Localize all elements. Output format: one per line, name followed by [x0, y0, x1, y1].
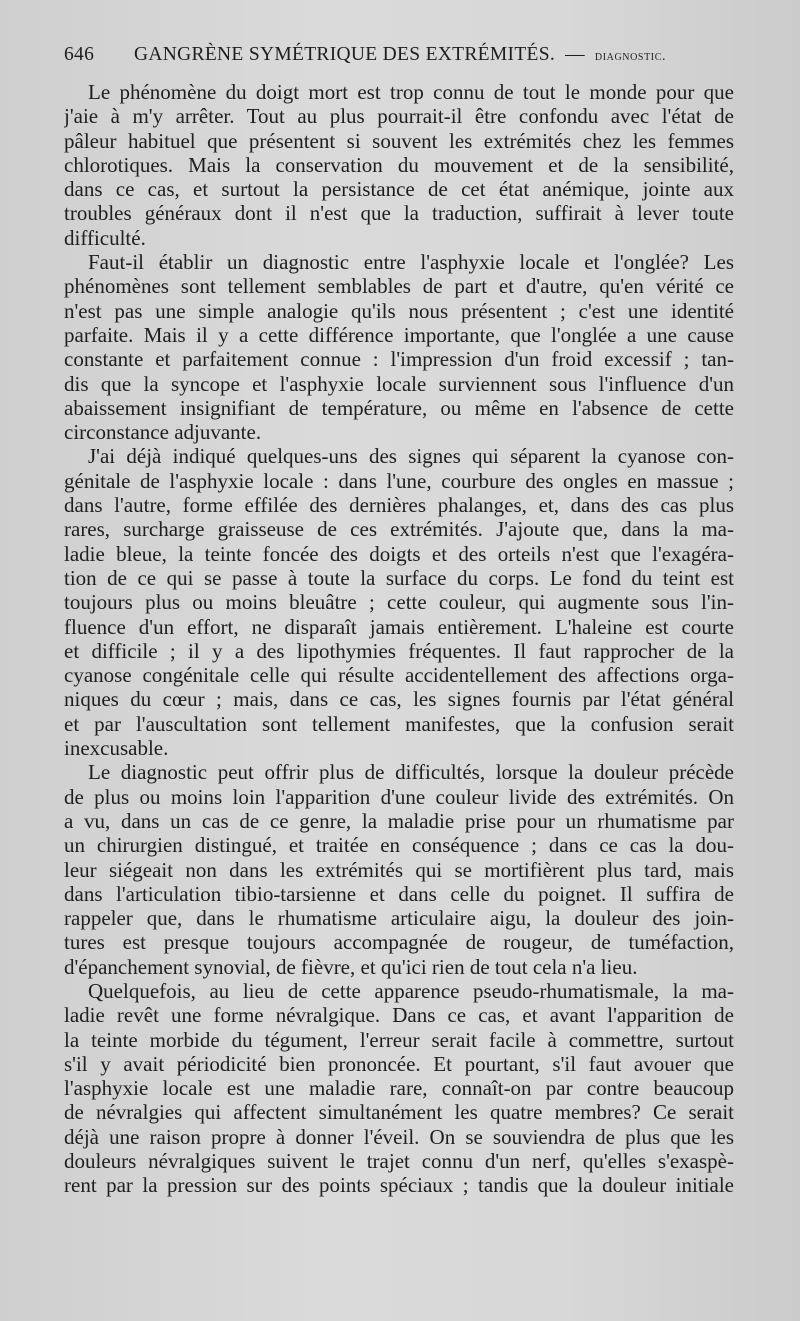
text-line: leur siégeait non dans les extrémités qui se mortifièrent plus tard, mais: [64, 857, 734, 882]
text-line: chlorotiques. Mais la conservation du mouvement et de la sensibilité,: [64, 152, 734, 177]
text-line: tures est presque toujours accompagnée de rougeur, de tuméfaction,: [64, 930, 734, 955]
paragraph: [64, 250, 734, 444]
text-line: phénomènes sont tellement semblables de part et d'autre, qu'en vérité ce: [64, 274, 734, 299]
text-line: de névralgies qui affectent simultanément les quatre membres? Ce serait: [64, 1100, 734, 1125]
text-line: Quelquefois, au lieu de cette apparence pseudo-rhumatismale, la ma-: [88, 978, 734, 1003]
text-line: déjà une raison propre à donner l'éveil. On se souviendra de plus que les: [64, 1124, 734, 1149]
text-line: rent par la pression sur des points spéciaux ; tandis que la douleur initiale: [64, 1173, 734, 1198]
text-line: de plus ou moins loin l'apparition d'une couleur livide des extrémités. On: [64, 784, 734, 809]
text-line: et difficile ; il y a des lipothymies fréquentes. Il faut rapprocher de la: [64, 638, 734, 663]
text-line: dans l'articulation tibio-tarsienne et dans celle du poignet. Il suffira de: [64, 881, 734, 906]
text-line: s'il y avait périodicité bien prononcée. Et pourtant, s'il faut avouer que: [64, 1051, 734, 1076]
text-line: parfaite. Mais il y a cette différence importante, que l'onglée a une cause: [64, 322, 734, 347]
body-text: [64, 80, 734, 1198]
text-line: rappeler que, dans le rhumatisme articulaire aigu, la douleur des join-: [64, 906, 734, 931]
chapter-title: GANGRÈNE SYMÉTRIQUE DES EXTRÉMITÉS.: [134, 44, 556, 65]
text-line: dis que la syncope et l'asphyxie locale surviennent sous l'influence d'un: [64, 371, 734, 396]
text-line: Le phénomène du doigt mort est trop connu de tout le monde pour que: [88, 80, 734, 104]
text-line: constante et parfaitement connue : l'impression d'un froid excessif ; tan-: [64, 347, 734, 372]
text-line: la teinte morbide du tégument, l'erreur serait facile à commettre, surtout: [64, 1027, 734, 1052]
text-line: dans ce cas, et surtout la persistance de cet état anémique, jointe aux: [64, 177, 734, 202]
text-line: douleurs névralgiques suivent le trajet connu d'un nerf, qu'elles s'exaspè-: [64, 1149, 734, 1174]
text-line: génitale de l'asphyxie locale : dans l'une, courbure des ongles en massue ;: [64, 468, 734, 493]
text-line: un chirurgien distingué, et traitée en conséquence ; dans ce cas la dou-: [64, 833, 734, 858]
text-line: cyanose congénitale celle qui résulte accidentellement des affections orga-: [64, 663, 734, 688]
paragraph: [64, 979, 734, 1198]
running-head: [64, 44, 734, 74]
text-line: Le diagnostic peut offrir plus de difficultés, lorsque la douleur précède: [88, 760, 734, 785]
text-line: toujours plus ou moins bleuâtre ; cette couleur, qui augmente sous l'in-: [64, 590, 734, 615]
text-line: rares, surcharge graisseuse de ces extrémités. J'ajoute que, dans la ma-: [64, 517, 734, 542]
paragraph: [64, 444, 734, 760]
text-line: l'asphyxie locale est une maladie rare, connaît-on par contre beaucoup: [64, 1076, 734, 1101]
text-line: et par l'auscultation sont tellement manifestes, que la confusion serait: [64, 711, 734, 736]
text-line: n'est pas une simple analogie qu'ils nous présentent ; c'est une identité: [64, 298, 734, 323]
page-number: 646: [64, 44, 95, 65]
text-line: troubles généraux dont il n'est que la traduction, suffirait à lever toute: [64, 201, 734, 226]
text-line: inexcusable.: [64, 736, 169, 761]
text-line: dans l'autre, forme effilée des dernières phalanges, et, dans des cas plus: [64, 493, 734, 518]
section-title: diagnostic.: [594, 49, 667, 64]
text-line: niques du cœur ; mais, dans ce cas, les signes fournis par l'état général: [64, 687, 734, 712]
paragraph: [64, 760, 734, 979]
text-line: fluence d'un effort, ne disparaît jamais entièrement. L'haleine est courte: [64, 614, 734, 639]
text-line: j'aie à m'y arrêter. Tout au plus pourrait-il être confondu avec l'état de: [64, 104, 734, 129]
text-line: J'ai déjà indiqué quelques-uns des signes qui séparent la cyanose con-: [88, 444, 734, 469]
text-line: ladie revêt une forme névralgique. Dans ce cas, et avant l'apparition de: [64, 1003, 734, 1028]
text-line: a vu, dans un cas de ce genre, la maladie prise pour un rhumatisme par: [64, 808, 734, 833]
text-line: pâleur habituel que présentent si souvent les extrémités chez les femmes: [64, 128, 734, 153]
text-line: circonstance adjuvante.: [64, 420, 262, 445]
text-line: difficulté.: [64, 225, 146, 250]
text-line: d'épanchement synovial, de fièvre, et qu'ici rien de tout cela n'a lieu.: [64, 954, 638, 979]
title-separator: —: [565, 44, 585, 65]
paragraph: [64, 80, 734, 250]
text-line: ladie bleue, la teinte foncée des doigts et des orteils n'est que l'exagéra-: [64, 541, 734, 566]
text-line: abaissement insignifiant de température, ou même en l'absence de cette: [64, 395, 734, 420]
text-line: Faut-il établir un diagnostic entre l'asphyxie locale et l'onglée? Les: [88, 250, 734, 275]
text-line: tion de ce qui se passe à toute la surface du corps. Le fond du teint est: [64, 565, 734, 590]
